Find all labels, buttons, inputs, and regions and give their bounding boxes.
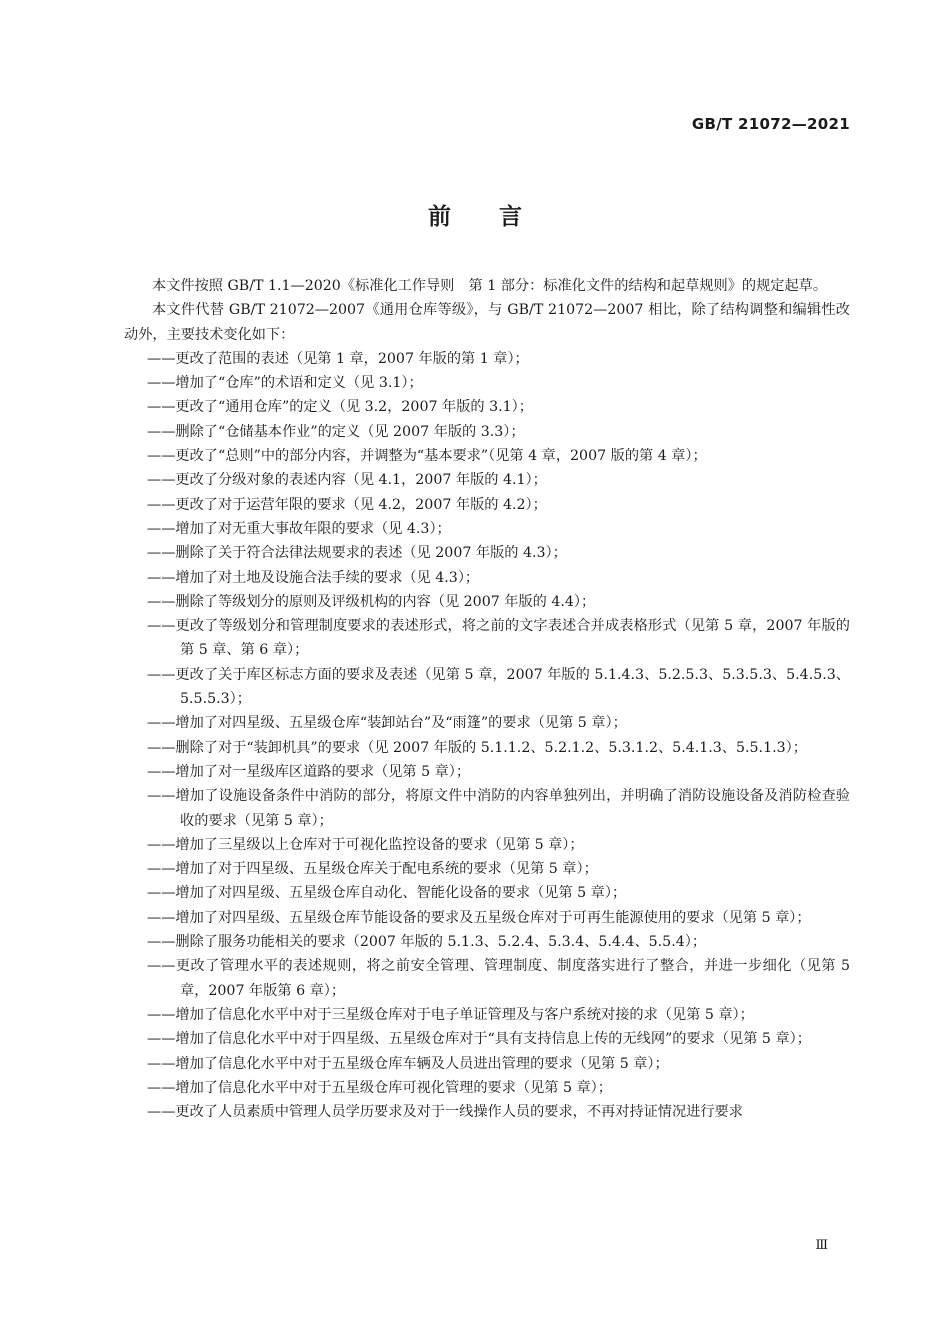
change-list-item: ——增加了对四星级、五星级仓库自动化、智能化设备的要求（见第 5 章）； — [147, 885, 627, 902]
change-list-item: ——增加了对于四星级、五星级仓库关于配电系统的要求（见第 5 章）； — [147, 861, 598, 878]
change-list-item: ——更改了“通用仓库”的定义（见 3.2，2007 年版的 3.1）； — [147, 399, 533, 416]
change-list-item: ——更改了人员素质中管理人员学历要求及对于一线操作人员的要求，不再对持证情况进行要求 — [147, 1104, 743, 1121]
change-list-item: ——增加了信息化水平中对于三星级仓库对于电子单证管理及与客户系统对接的求（见第 5 章）； — [147, 1006, 754, 1023]
document-number: GB/T 21072—2021 — [691, 115, 850, 133]
change-list-item: ——增加了对土地及设施合法手续的要求（见 4.3）； — [147, 569, 480, 586]
change-list-item: ——增加了三星级以上仓库对于可视化监控设备的要求（见第 5 章）； — [147, 836, 584, 853]
change-list-item: ——增加了“仓库”的术语和定义（见 3.1）； — [147, 375, 423, 392]
change-list-item: ——增加了信息化水平中对于五星级仓库车辆及人员进出管理的要求（见第 5 章）； — [147, 1055, 669, 1072]
change-list-item: ——删除了服务功能相关的要求（2007 年版的 5.1.3、5.2.4、5.3.4、5.4.4、5.5.4）； — [147, 934, 707, 951]
change-list-item: ——增加了对无重大事故年限的要求（见 4.3）； — [147, 520, 451, 537]
change-list-item: ——增加了对一星级库区道路的要求（见第 5 章）； — [147, 763, 471, 780]
change-list-item: ——删除了等级划分的原则及评级机构的内容（见 2007 年版的 4.4）； — [147, 593, 596, 610]
change-list-item: ——增加了设施设备条件中消防的部分，将原文件中消防的内容单独列出，并明确了消防设施设备及消防检查验收的要求（见第 5 章）； — [147, 788, 850, 829]
change-list-item: ——更改了关于库区标志方面的要求及表述（见第 5 章，2007 年版的 5.1.4.3、5.2.5.3、5.3.5.3、5.4.5.3、5.5.5.3）； — [147, 666, 850, 708]
change-list-item: ——增加了对四星级、五星级仓库“装卸站台”及“雨篷”的要求（见第 5 章）； — [147, 715, 627, 732]
page-title: 前言 — [428, 204, 570, 230]
change-list-item: ——删除了关于符合法律法规要求的表述（见 2007 年版的 4.3）； — [147, 545, 567, 562]
change-list-item: ——更改了分级对象的表述内容（见 4.1，2007 年版的 4.1）； — [147, 472, 547, 489]
change-list-item: ——更改了对于运营年限的要求（见 4.2，2007 年版的 4.2）； — [147, 496, 547, 513]
change-list-item: ——更改了范围的表述（见第 1 章，2007 年版的第 1 章）； — [147, 350, 529, 367]
intro-paragraph: 本文件按照 GB/T 1.1—2020《标准化工作导则 第 1 部分：标准化文件的结构和起草规则》的规定起草。 — [152, 278, 828, 294]
change-list-item: ——更改了管理水平的表述规则，将之前安全管理、管理制度、制度落实进行了整合，并进一步细化（见第 5 章，2007 年版第 6 章）； — [147, 958, 850, 999]
replacement-paragraph: 本文件代替 GB/T 21072—2007《通用仓库等级》，与 GB/T 21072—2007 相比，除了结构调整和编辑性改动外，主要技术变化如下： — [124, 302, 850, 343]
change-list-item: ——更改了等级划分和管理制度要求的表述形式，将之前的文字表述合并成表格形式（见第 5 章，2007 年版的第 5 章、第 6 章）； — [147, 618, 850, 659]
change-list-item: ——更改了“总则”中的部分内容，并调整为“基本要求”（见第 4 章，2007 版的第 4 章）； — [147, 448, 707, 465]
change-list — [124, 347, 850, 1125]
change-list-item: ——增加了对四星级、五星级仓库节能设备的要求及五星级仓库对于可再生能源使用的要求（见第 5 章）； — [147, 909, 811, 926]
change-list-item: ——删除了对于“装卸机具”的要求（见 2007 年版的 5.1.1.2、5.2.1.2、5.3.1.2、5.4.1.3、5.5.1.3）； — [147, 739, 807, 756]
page-number: Ⅲ — [815, 1238, 828, 1253]
change-list-item: ——删除了“仓储基本作业”的定义（见 2007 年版的 3.3）； — [147, 423, 525, 440]
document-body — [124, 274, 850, 1124]
change-list-item: ——增加了信息化水平中对于五星级仓库可视化管理的要求（见第 5 章）； — [147, 1079, 612, 1096]
change-list-item: ——增加了信息化水平中对于四星级、五星级仓库对于“具有支持信息上传的无线网”的要求（见第 5 章）； — [147, 1031, 811, 1048]
